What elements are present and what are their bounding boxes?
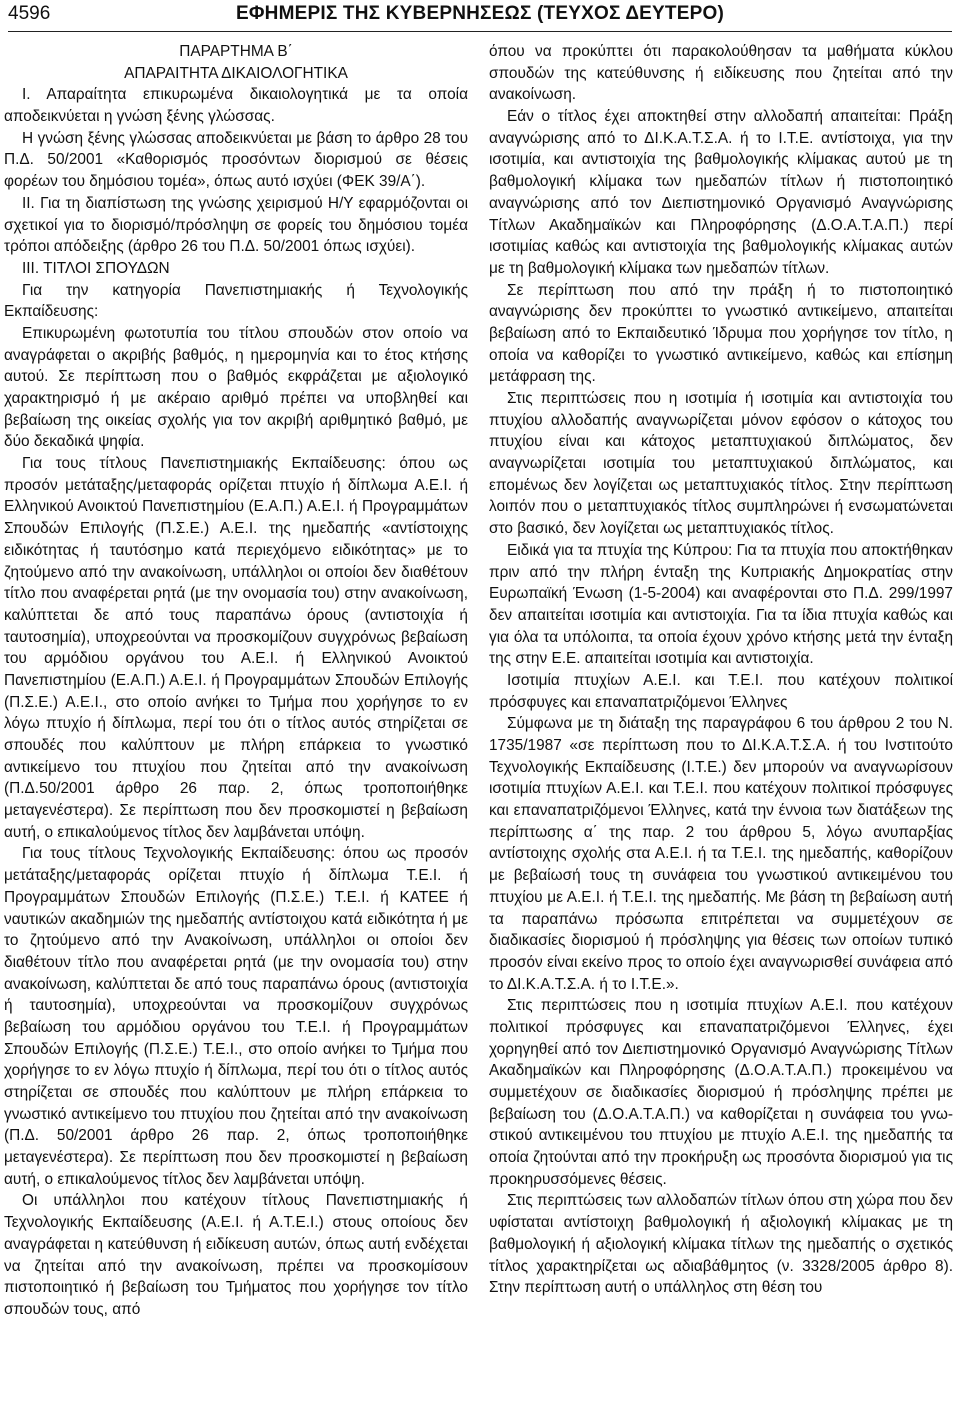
page-number: 4596 [8, 3, 51, 24]
paragraph: Σύμφωνα με τη διάταξη της παραγράφου 6 του άρθρου 2 του Ν. 1735/1987 «σε περίπτωση που το ΔΙ.Κ.Α.Τ.Σ.Α. ή του Ινστιτούτο Τεχνολογικής Εκπαίδευσης (Ι.Τ.Ε.) δεν μπορούν να αναγνωρίσουν ισοτιμία πτυχίων Α.Ε.Ι. και Τ.Ε.Ι. που κατέχουν πολιτικοί πρόσφυγες και επαναπατριζόμενοι Έλληνες, κατά την έννοια των διατάξεων της περίπτωσης α΄ της παρ. 2 του άρθρου 5, λόγω ανυπαρξίας αντίστοιχης σχολής στα Α.Ε.Ι. ή τα Τ.Ε.Ι. της ημεδαπής, καθορίζουν με βεβαίωσή τους τη συνάφεια του γνωστικού αντικειμένου του πτυχίου με Α.Ε.Ι. ή Τ.Ε.Ι. της ημεδαπής. Με βάση τη βεβαίωση αυτή τα παραπάνω πρόσωπα επιτρέπεται να συμμετέχουν σε διαδικασίες διορισμού ή πρόσληψης για θέσεις των οποίων τυπικό προσόν είναι εκείνο προς το οποίο έχει αναγνωρισθεί συνάφεια από το ΔΙ.Κ.Α.Τ.Σ.Α. ή το Ι.Τ.Ε.». [489, 715, 953, 993]
paragraph: Επικυρωμένη φωτοτυπία του τίτλου σπουδών στον οποίο να αναγράφεται ο ακριβής βαθμός, η ημερομηνία και το έτος κτήσης αυτού. Σε περίπτωση που ο βαθμός εκφράζεται με αξιολογικό χαρακτηρισμό ή με ακέραιο αριθμό πρέπει να υποβληθεί και βεβαίωση της οικείας σχολής για τον ακριβή αριθμητικό βαθμό, με δύο δεκαδικά ψηφία. [4, 324, 468, 451]
page-header [8, 0, 952, 34]
paragraph: Για την κατηγορία Πανεπιστημιακής ή Τεχνολογικής Εκπαίδευσης: [4, 281, 468, 321]
paragraph: Εάν ο τίτλος έχει αποκτηθεί στην αλλοδαπή απαιτείται: Πράξη αναγνώρισης από το ΔΙ.Κ.Α.Τ.Σ.Α. ή το Ι.Τ.Ε. αντίστοιχα, για την ισοτιμία, και αντιστοιχία της βαθμολογικής κλίμακας αυτού με τη βαθμολογική κλίμακα των ημεδαπών τίτλων ή πιστοποιητικό αναγνώρισης από τον Διεπιστημονικό Οργανισμό Αναγνώρισης Τίτλων Ακαδημαϊκών και Πληροφόρησης (Δ.Ο.Α.Τ.Α.Π.) περί ισοτιμίας καθώς και αντιστοιχία της βαθμολογικής κλίμακας αυτών με τη βαθμολογική κλίμακα των ημεδαπών τίτλων. [489, 108, 953, 277]
paragraph: Ισοτιμία πτυχίων Α.Ε.Ι. και Τ.Ε.Ι. που κατέχουν πολιτικοί πρόσφυγες και επαναπατριζόμενοι Έλληνες [489, 671, 953, 711]
paragraph: Οι υπάλληλοι που κατέχουν τίτλους Πανεπιστημιακής ή Τεχνολογικής Εκπαίδευσης (Α.Ε.Ι. ή Α.Τ.Ε.Ι.) στους οποίους δεν αναγράφεται η κατεύθυνση ή ειδίκευση αυτών, όπως αυτή ενδέχεται να ζητείται από την ανακοίνωση, πρέπει να προσκομίσουν πιστοποιητικό ή βεβαίωση του Τμήματος που χορήγησε τον τίτλο σπουδών τους, από [4, 1192, 468, 1318]
paragraph: Στις περιπτώσεις των αλλοδαπών τίτλων όπου στη χώρα που δεν υφίσταται αντίστοιχη βαθμολογική ή αξιολογική κλίμακας με τη βαθμολογική ή αξιολογική κλίμακα τίτλων της ημεδαπής ο σχετικός τίτλος χαρακτηρίζεται ως αδιαβάθμητος (ν. 3328/2005 άρθρο 8). Στην περίπτωση αυτή ο υπάλληλος στη θέση του [489, 1192, 953, 1297]
paragraph: Στις περιπτώσεις που η ισοτιμία ή ισοτιμία και αντιστοιχία του πτυχίου αλλοδαπής αναγνωρίζεται μόνον εφόσον ο κάτοχος του πτυχίου είναι και κάτοχος μεταπτυχιακού διπλώματος, δεν αναγνωρίζεται ισοτιμία του μεταπτυχιακού διπλώματος, και επομένως δεν λογίζεται ως μεταπτυχιακός τίτλος. Στην περίπτωση λοιπόν που ο μεταπτυχιακός τίτλος συμπληρώνει ή ενσωματώνεται στο βασικό, δεν λογίζεται ως μεταπτυχιακός τίτλος. [489, 390, 953, 538]
paragraph: ΙΙ. Για τη διαπίστωση της γνώσης χειρισμού Η/Υ εφαρμόζονται οι σχετικοί για το διορισμό/πρόσληψη σε φορείς του δημόσιου τομέα τρόποι απόδειξης (άρθρο 26 του Π.Δ. 50/2001 όπως ισχύει). [4, 194, 468, 256]
paragraph: Για τους τίτλους Πανεπιστημιακής Εκπαίδευσης: όπου ως προσόν μετάταξης/μεταφοράς ορίζεται πτυχίο ή δίπλωμα Α.Ε.Ι. ή Ελληνικού Ανοικτού Πανεπιστημίου (Ε.Α.Π.) Α.Ε.Ι. ή Προγραμμάτων Σπουδών Επιλογής (Π.Σ.Ε.) Α.Ε.Ι. της ημεδαπής «αντίστοιχης ειδικότητας ή ταυτόσημο κατά περιεχόμενο ειδικότητας» με το ζητούμενο από την ανακοίνωση, υπάλληλοι οι οποίοι δεν διαθέτουν τίτλο που αναφέρεται ρητά (με την ονομασία του) στην ανακοίνωση, καλύπτεται δε από τους παραπάνω όρους (αντιστοιχία ή ταυτοσημία), υποχρεούνται να προσκομίζουν συγχρόνως βεβαίωση του αρμόδιου οργάνου του Α.Ε.Ι. ή Ελληνικού Ανοικτού Πανεπιστημίου (Ε.Α.Π.) Α.Ε.Ι. ή Προγραμμάτων Σπουδών Επιλογής (Π.Σ.Ε.) Α.Ε.Ι., στο οποίο ανήκει το Τμήμα που χορήγησε το εν λόγω πτυχίο ή δίπλωμα, περί του ότι ο τίτλος αυτός στηρίζεται σε σπουδές που καλύπτουν με πλήρη επάρκεια το γνωστικό αντικείμενο του πτυχίου που ζητείται από την ανακοίνωση (Π.Δ.50/2001 άρθρο 26 παρ. 2, όπως τροποποιήθηκε μεταγενέστερα). Σε περίπτωση που δεν προσκομιστεί η βεβαίωση αυτή, ο επικαλούμενος τίτλος δεν λαμβάνεται υπόψη. [4, 455, 468, 841]
paragraph: Ειδικά για τα πτυχία της Κύπρου: Για τα πτυχία που αποκτήθηκαν πριν από την πλήρη ένταξη της Κυπριακής Δημοκρατίας στην Ευρωπαϊκή Ένωση (1-5-2004) και αναφέρονται στο Π.Δ. 299/1997 δεν απαιτείται ισοτιμία και αντιστοιχία. Για τα ίδια πτυχία καθώς και για όλα τα υπόλοιπα, τα οποία έχουν χρόνο κτήσης μετά την ένταξη της στην Ε.Ε. απαιτείται ισοτιμία και αντιστοιχία. [489, 541, 953, 668]
paragraph: Η γνώση ξένης γλώσσας αποδεικνύεται με βάση το άρθρο 28 του Π.Δ. 50/2001 «Καθορισμός προσόντων διορισμού σε θέσεις φορέων του δημόσιου τομέα», όπως αυτό ισχύει (ΦΕΚ 39/Α΄). [4, 129, 468, 191]
paragraph: Για τους τίτλους Τεχνολογικής Εκπαίδευσης: όπου ως προσόν μετάταξης/μεταφοράς ορίζεται πτυχίο ή δίπλωμα Τ.Ε.Ι. ή Προγραμμάτων Σπουδών Επιλογής (Π.Σ.Ε.) Τ.Ε.Ι. ή ΚΑΤΕΕ ή ναυτικών ακαδημιών της ημεδαπής αντίστοιχου κατά ειδικότητα ή με το ζητούμενο από την Ανακοίνωση, υπάλληλοι οι οποίοι δεν διαθέτουν τίτλο που αναφέρεται ρητά (με την ονομασία του) στην ανακοίνωση, καλύπτεται δε από τους παραπάνω όρους (αντιστοιχία ή ταυτοσημία), υποχρεούνται να προσκομίζουν συγχρόνως βεβαίωση του αρμόδιου οργάνου του Τ.Ε.Ι. ή Προγραμμάτων Σπουδών Επιλογής (Π.Σ.Ε.) Τ.Ε.Ι., στο οποίο ανήκει το Τμήμα που χορήγησε το εν λόγω πτυχίο ή δίπλωμα, περί του ότι ο τίτλος αυτός στηρίζεται σε σπουδές που καλύπτουν με πλήρη επάρκεια το γνωστικό αντικείμενο του πτυχίου που ζητείται από την ανακοίνωση (Π.Δ. 50/2001 άρθρο 26 παρ. 2, όπως τροποποιήθηκε μεταγενέστερα). Σε περίπτωση που δεν προσκομιστεί η βεβαίωση αυτή, ο επικαλούμενος τίτλος δεν λαμβάνεται υπόψη. [4, 845, 468, 1188]
left-column [4, 41, 468, 1321]
paragraph: Στις περιπτώσεις που η ισοτιμία πτυχίων Α.Ε.Ι. που κατέχουν πολιτικοί πρόσφυγες και επαναπατριζόμενοι Έλληνες, έχει χορηγηθεί από τον Διεπιστημονικό Οργανισμό Αναγνώρισης Τίτλων Ακαδημαϊκών και Πληροφόρησης (Δ.Ο.Α.Τ.Α.Π.) προκειμένου να συμμετέχουν σε διαδικασίες διορισμού ή πρόσληψης πρέπει με βεβαίωση του (Δ.Ο.Α.Τ.Α.Π.) να καθορίζεται η συνάφεια του γνωστικού αντικειμένου του πτυχίου με πτυχίο Α.Ε.Ι. της ημεδαπής τα οποία ζητούνται από την προκήρυξη ως προσόντα διορισμού για τις προκηρυσσόμενες θέσεις. [489, 997, 953, 1188]
paragraph: ΑΠΑΡΑΙΤΗΤΑ ΔΙΚΑΙΟΛΟΓΗΤΙΚΑ [124, 64, 348, 82]
paragraph: ΙΙΙ. ΤΙΤΛΟΙ ΣΠΟΥΔΩΝ [22, 259, 170, 277]
paragraph: Σε περίπτωση που από την πράξη ή το πιστοποιητικό αναγνώρισης δεν προκύπτει το γνωστικό αντικείμενο, απαιτείται βεβαίωση από το Εκπαιδευτικό Ίδρυμα που χορήγησε τον τίτλο, η οποία να καθορίζει το γνωστικό αντικείμενο, καθώς και επίσημη μετάφραση της. [489, 281, 953, 386]
paragraph: όπου να προκύπτει ότι παρακολούθησαν τα μαθήματα κύκλου σπουδών της κατεύθυνσης ή ειδίκευσης που ζητείται από την ανακοίνωση. [489, 43, 953, 104]
paragraph: Ι. Απαραίτητα επικυρωμένα δικαιολογητικά με τα οποία αποδεικνύεται η γνώση ξένης γλώσσας. [4, 86, 468, 126]
gazette-title: ΕΦΗΜΕΡΙΣ ΤΗΣ ΚΥΒΕΡΝΗΣΕΩΣ (ΤΕΥΧΟΣ ΔΕΥΤΕΡΟ) [236, 3, 724, 24]
paragraph: ΠΑΡΑΡΤΗΜΑ Β΄ [179, 43, 293, 60]
right-column [489, 41, 953, 1299]
header-rule [8, 31, 952, 32]
